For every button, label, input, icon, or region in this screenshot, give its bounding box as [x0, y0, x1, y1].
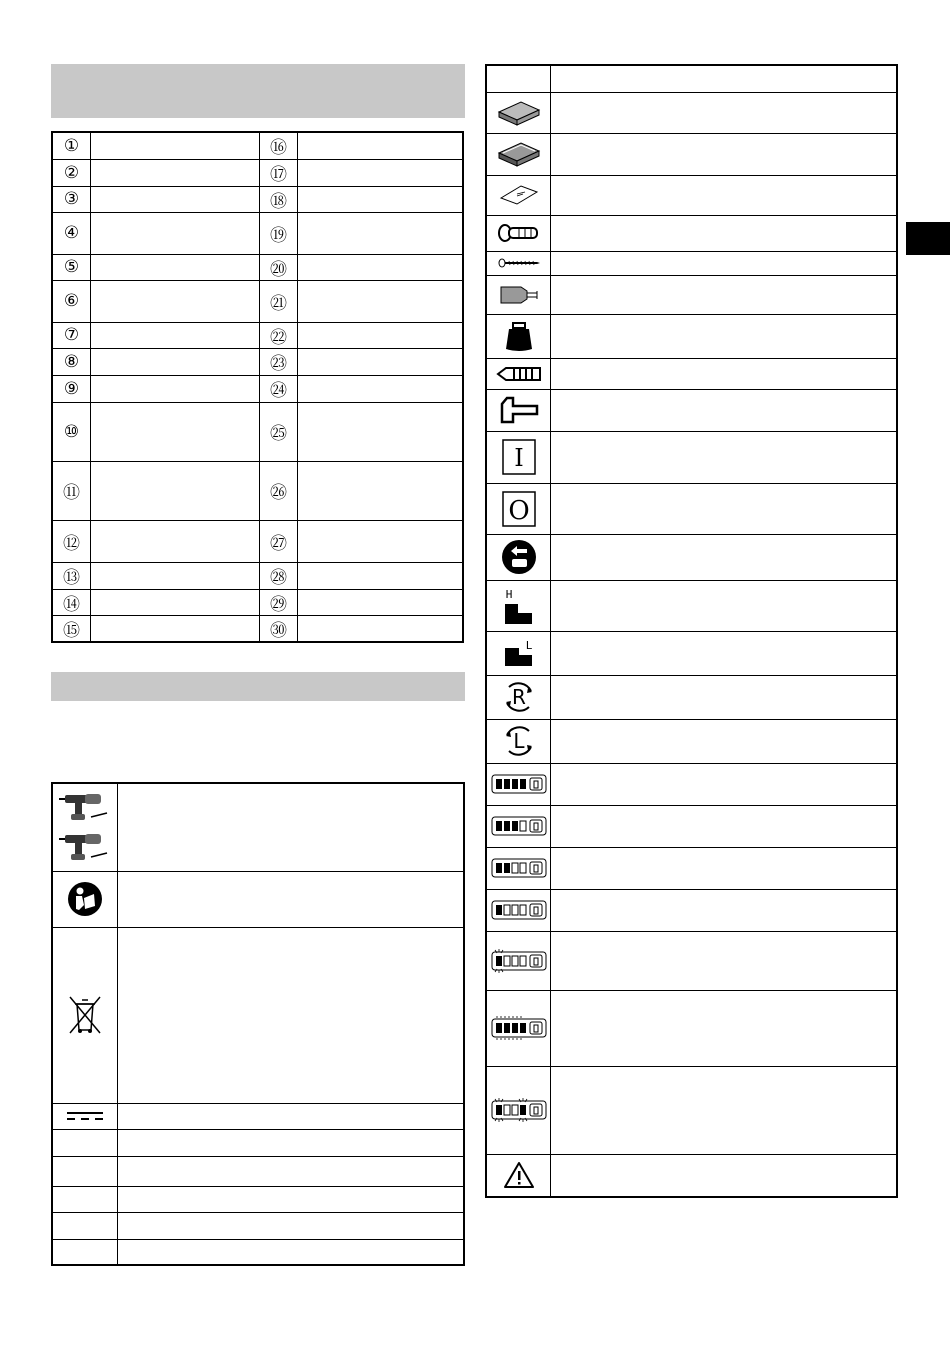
part-number: ③ [52, 186, 91, 212]
table-row [486, 675, 897, 719]
part-number: ㉙ [260, 589, 298, 615]
table-row [486, 133, 897, 175]
socket-icon [486, 275, 551, 314]
part-name-cell [298, 186, 464, 212]
rotate-right-icon [486, 675, 551, 719]
part-name-cell [298, 212, 464, 254]
part-number: ⑤ [52, 254, 91, 280]
symbol-description-cell [551, 251, 898, 275]
table-row [52, 375, 463, 402]
table-row [52, 783, 464, 871]
symbol-glyph: H [505, 587, 512, 601]
battery-4-icon [486, 763, 551, 805]
part-name-cell [91, 212, 260, 254]
blank-icon-cell [486, 65, 551, 92]
table-row [52, 1186, 464, 1212]
symbol-glyph: I [513, 444, 524, 472]
part-name-cell [91, 186, 260, 212]
part-number: ⑫ [52, 520, 91, 562]
symbol-glyph: L [512, 729, 525, 753]
table-row [52, 280, 463, 322]
switch-off-icon [486, 483, 551, 534]
parts-table [51, 131, 464, 643]
table-row [52, 562, 463, 589]
symbol-description-cell [551, 990, 898, 1066]
part-number: ① [52, 132, 91, 159]
part-number: ㉚ [260, 615, 298, 642]
header-bar-symbols [51, 672, 465, 701]
part-name-cell [298, 348, 464, 375]
symbol-description-cell [551, 389, 898, 431]
part-number: ⑥ [52, 280, 91, 322]
battery-pack-icon [486, 92, 551, 133]
table-row [486, 805, 897, 847]
blank-icon-cell [52, 1239, 118, 1265]
high-speed-icon [486, 580, 551, 631]
manual-booklet-icon [486, 175, 551, 215]
header-bar-parts [51, 64, 465, 118]
table-row [52, 348, 463, 375]
symbol-description-cell [551, 92, 898, 133]
part-name-cell [91, 402, 260, 461]
blank-icon-cell [52, 1129, 118, 1156]
part-name-cell [91, 615, 260, 642]
part-name-cell [91, 589, 260, 615]
crossed-bin-icon [52, 927, 118, 1103]
table-row [52, 461, 463, 520]
part-number: ㉔ [260, 375, 298, 402]
part-name-cell [91, 132, 260, 159]
table-row [52, 186, 463, 212]
table-row [52, 1239, 464, 1265]
part-name-cell [298, 461, 464, 520]
table-row [486, 719, 897, 763]
symbol-description-cell [118, 1186, 465, 1212]
part-name-cell [91, 280, 260, 322]
warning-icon [486, 1154, 551, 1197]
part-number: ⑩ [52, 402, 91, 461]
battery-2-icon [486, 847, 551, 889]
battery-1-icon [486, 889, 551, 931]
table-row [486, 931, 897, 990]
mode-change-icon [486, 534, 551, 580]
symbol-description-cell [551, 805, 898, 847]
table-row [52, 1103, 464, 1129]
part-name-cell [298, 322, 464, 348]
part-name-cell [91, 322, 260, 348]
part-name-cell [91, 520, 260, 562]
symbol-description-cell [551, 889, 898, 931]
part-number: ⑪ [52, 461, 91, 520]
symbol-description-cell [551, 314, 898, 358]
part-number: ⑰ [260, 159, 298, 186]
part-number: ㉕ [260, 402, 298, 461]
part-name-cell [298, 589, 464, 615]
part-name-cell [298, 254, 464, 280]
symbol-description-cell [551, 631, 898, 675]
part-name-cell [298, 375, 464, 402]
battery-3-icon [486, 805, 551, 847]
symbol-description-cell [118, 1129, 465, 1156]
table-row [486, 763, 897, 805]
table-row [52, 212, 463, 254]
table-row [52, 1129, 464, 1156]
symbol-description-cell [551, 1066, 898, 1154]
direct-current-icon [52, 1103, 118, 1129]
table-row [486, 389, 897, 431]
switch-on-icon [486, 431, 551, 483]
screw-icon [486, 251, 551, 275]
table-row [486, 215, 897, 251]
part-name-cell [91, 254, 260, 280]
table-row [486, 275, 897, 314]
symbol-description-cell [551, 1154, 898, 1197]
battery-blink-all-icon [486, 990, 551, 1066]
symbol-description-cell [551, 215, 898, 251]
symbol-description-cell [551, 534, 898, 580]
table-row [52, 589, 463, 615]
symbol-description-cell [551, 763, 898, 805]
table-row [486, 1066, 897, 1154]
part-number: ⑮ [52, 615, 91, 642]
symbol-description-cell [551, 65, 898, 92]
symbol-description-cell [118, 871, 465, 927]
symbol-description-cell [551, 483, 898, 534]
symbol-description-cell [551, 931, 898, 990]
table-row [52, 132, 463, 159]
low-speed-icon [486, 631, 551, 675]
symbol-description-cell [551, 719, 898, 763]
symbol-glyph: R [511, 685, 526, 709]
part-number: ⑯ [260, 132, 298, 159]
part-number: ⑲ [260, 212, 298, 254]
table-row [52, 254, 463, 280]
symbol-description-cell [551, 431, 898, 483]
table-row [486, 175, 897, 215]
blank-icon-cell [52, 1212, 118, 1239]
table-row [52, 159, 463, 186]
table-row [52, 615, 463, 642]
part-number: ㉗ [260, 520, 298, 562]
drill-icon [52, 783, 118, 871]
part-number: ㉓ [260, 348, 298, 375]
battery-blink-alt-icon [486, 1066, 551, 1154]
table-row [486, 314, 897, 358]
part-name-cell [298, 402, 464, 461]
table-row [486, 631, 897, 675]
part-number: ② [52, 159, 91, 186]
table-row [486, 889, 897, 931]
symbol-table-right [485, 64, 898, 1198]
table-row [486, 847, 897, 889]
symbol-glyph: L [525, 639, 532, 652]
blank-icon-cell [52, 1156, 118, 1186]
hammer-icon [486, 389, 551, 431]
symbol-description-cell [551, 133, 898, 175]
battery-blink-1-icon [486, 931, 551, 990]
symbol-glyph: O [507, 495, 530, 526]
part-name-cell [298, 615, 464, 642]
table-row [486, 92, 897, 133]
table-row [486, 431, 897, 483]
table-row [52, 322, 463, 348]
symbol-description-cell [118, 1103, 465, 1129]
part-name-cell [91, 375, 260, 402]
symbol-description-cell [551, 847, 898, 889]
part-name-cell [298, 520, 464, 562]
part-name-cell [298, 280, 464, 322]
table-row [486, 1154, 897, 1197]
symbol-description-cell [118, 1212, 465, 1239]
symbol-description-cell [551, 275, 898, 314]
battery-pack-icon [486, 133, 551, 175]
symbol-description-cell [551, 675, 898, 719]
symbol-description-cell [551, 580, 898, 631]
table-row [486, 534, 897, 580]
part-number: ⑨ [52, 375, 91, 402]
language-side-tab [906, 222, 950, 255]
part-number: ㉑ [260, 280, 298, 322]
part-number: ④ [52, 212, 91, 254]
part-name-cell [91, 461, 260, 520]
table-row [486, 990, 897, 1066]
bit-icon [486, 215, 551, 251]
part-number: ㉖ [260, 461, 298, 520]
part-name-cell [298, 132, 464, 159]
table-row [486, 65, 897, 92]
table-row [52, 927, 464, 1103]
part-number: ⑧ [52, 348, 91, 375]
table-row [52, 520, 463, 562]
table-row [52, 402, 463, 461]
part-number: ⑬ [52, 562, 91, 589]
table-row [486, 251, 897, 275]
read-manual-icon [52, 871, 118, 927]
rotate-left-icon [486, 719, 551, 763]
symbol-description-cell [118, 1239, 465, 1265]
part-number: ⑱ [260, 186, 298, 212]
symbol-description-cell [118, 783, 465, 871]
bit-tip-icon [486, 358, 551, 389]
table-row [486, 580, 897, 631]
symbol-description-cell [118, 927, 465, 1103]
weight-icon [486, 314, 551, 358]
symbol-table-left [51, 782, 465, 1266]
part-number: ㉒ [260, 322, 298, 348]
part-number: ⑳ [260, 254, 298, 280]
part-number: ⑦ [52, 322, 91, 348]
part-name-cell [91, 562, 260, 589]
part-name-cell [91, 159, 260, 186]
table-row [52, 1156, 464, 1186]
table-row [486, 483, 897, 534]
blank-icon-cell [52, 1186, 118, 1212]
part-name-cell [298, 159, 464, 186]
symbol-description-cell [118, 1156, 465, 1186]
table-row [52, 1212, 464, 1239]
symbol-description-cell [551, 358, 898, 389]
part-number: ⑭ [52, 589, 91, 615]
part-name-cell [298, 562, 464, 589]
part-number: ㉘ [260, 562, 298, 589]
table-row [52, 871, 464, 927]
part-name-cell [91, 348, 260, 375]
symbol-description-cell [551, 175, 898, 215]
table-row [486, 358, 897, 389]
